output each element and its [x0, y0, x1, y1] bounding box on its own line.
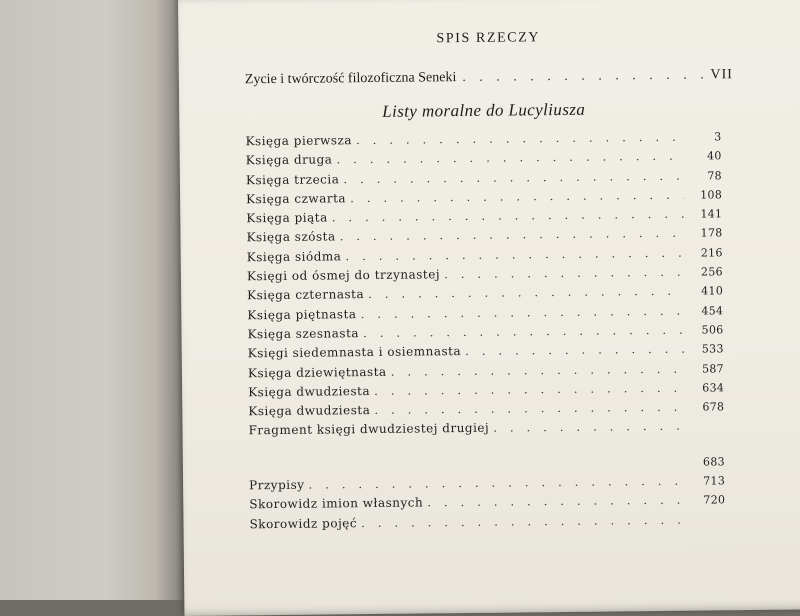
dot-leader [368, 284, 685, 301]
toc-entry-page: VII [710, 67, 733, 83]
toc-entry-page: 587 [690, 362, 724, 375]
toc-entry-page: 720 [691, 494, 725, 507]
book-page [178, 0, 800, 616]
toc-entry-label: Księgi od ósmej do trzynastej [247, 267, 440, 283]
toc-entry-page: 178 [688, 227, 722, 240]
dot-leader [308, 474, 687, 492]
dot-leader [427, 493, 687, 510]
toc-entry-label: Księga siódma [247, 249, 342, 264]
toc-entry-page: 634 [690, 381, 724, 394]
toc-entry-label: Księga piętnasta [247, 307, 356, 322]
toc-entry-page: 141 [688, 207, 722, 220]
dot-leader [391, 361, 686, 378]
dot-leader [350, 188, 684, 205]
toc-entry-label: Księga dziewiętnasta [248, 364, 387, 379]
dot-leader [332, 207, 685, 225]
toc-intro-entry [245, 67, 733, 88]
toc-entry-page: 678 [690, 400, 724, 413]
section-title: Listy moralne do Lucyliusza [382, 100, 585, 122]
toc-entry-label: Księga czwarta [246, 191, 346, 206]
toc-entry-label: Księga trzecia [246, 172, 340, 187]
toc-entry-label: Skorowidz pojęć [249, 516, 357, 531]
toc-entry-label: Księga dwudziesta [248, 384, 370, 399]
toc-entry-label: Księga szósta [246, 230, 335, 245]
toc-entry-page: 410 [689, 285, 723, 298]
dot-leader [340, 226, 685, 244]
toc-entry-page: 108 [688, 188, 722, 201]
toc-entry-label: Księga piąta [246, 211, 328, 226]
dot-leader [345, 245, 684, 263]
dot-leader [363, 323, 686, 340]
table-of-contents [245, 129, 725, 536]
dot-leader [336, 149, 683, 167]
toc-entry-label: Księga dwudziesta [248, 403, 370, 418]
toc-entry-label: Księga szesnasta [247, 326, 359, 341]
dot-leader [374, 400, 686, 417]
toc-entry-label: Fragment księgi dwudziestej drugiej [248, 421, 489, 438]
dot-leader [493, 419, 686, 435]
dot-leader [465, 342, 686, 358]
toc-entry-label: Księga druga [246, 153, 333, 168]
dot-leader [343, 168, 684, 186]
toc-entry-page: 683 [691, 455, 725, 468]
toc-entry-page: 713 [691, 474, 725, 487]
toc-entry-label: Przypisy [249, 478, 305, 493]
toc-entry-label: Księga czternasta [247, 287, 364, 302]
previous-page [0, 0, 190, 600]
toc-entry-page: 40 [688, 150, 722, 163]
toc-entry-page: 216 [689, 246, 723, 259]
show-through-text [303, 510, 724, 604]
toc-entry-label: Skorowidz imion własnych [249, 496, 423, 512]
toc-entry-page: 454 [689, 304, 723, 317]
dot-leader [374, 381, 686, 398]
dot-leader [444, 265, 685, 282]
toc-entry-page: 3 [687, 130, 721, 143]
toc-entry-label: Księga pierwsza [245, 133, 352, 148]
toc-entry-page: 533 [690, 343, 724, 356]
dot-leader [462, 67, 704, 86]
toc-entry-page: 506 [689, 323, 723, 336]
dot-leader [360, 303, 685, 320]
toc-entry-label: Księgi siedemnasta i osiemnasta [248, 344, 461, 360]
toc-entry-page: 78 [688, 169, 722, 182]
toc-entry-page: 256 [689, 265, 723, 278]
toc-entry-label: Zycie i twórczość filozoficzna Seneki [245, 70, 457, 88]
page-title: SPIS RZECZY [436, 30, 540, 47]
dot-leader [356, 130, 684, 147]
